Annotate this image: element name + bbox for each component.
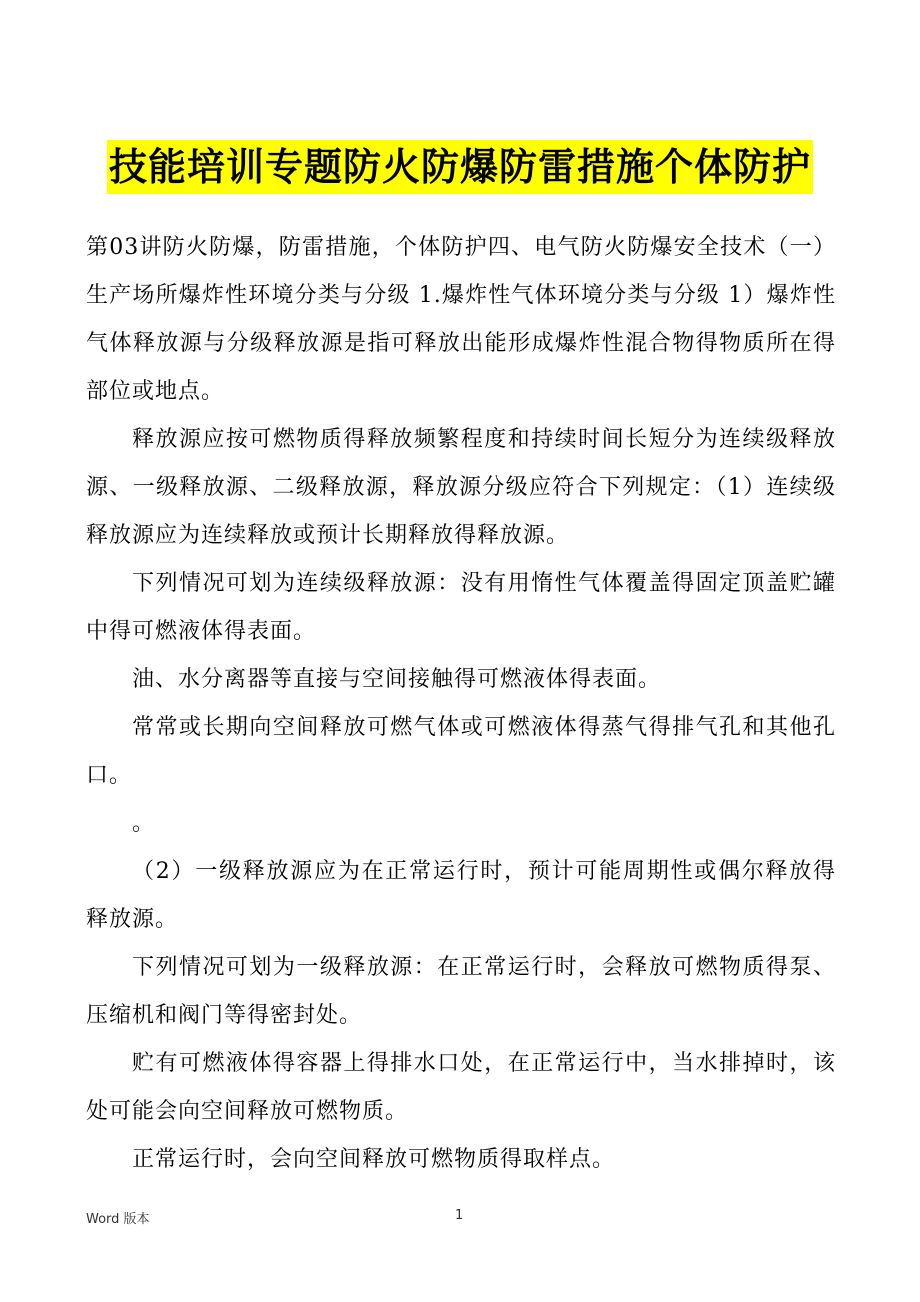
paragraph: （2）一级释放源应为在正常运行时，预计可能周期性或偶尔释放得释放源。 [86,859,836,932]
paragraph: 油、水分离器等直接与空间接触得可燃液体得表面。 [132,667,662,692]
paragraph: 第03讲防火防爆，防雷措施，个体防护四、电气防火防爆安全技术（一）生产场所爆炸性环境分类与分级 1.爆炸性气体环境分类与分级 1）爆炸性气体释放源与分级释放源是指可释放出能形成爆炸性混合物得物质所在得部位或地点。 [86,235,836,404]
paragraph: 。 [132,811,156,836]
paragraph: 贮有可燃液体得容器上得排水口处，在正常运行中，当水排掉时，该处可能会向空间释放可燃物质。 [86,1051,836,1124]
title-container [0,140,920,194]
paragraph: 常常或长期向空间释放可燃气体或可燃液体得蒸气得排气孔和其他孔口。 [86,715,836,788]
footer-label: Word 版本 [86,1212,150,1227]
paragraph: 正常运行时，会向空间释放可燃物质得取样点。 [132,1147,616,1172]
document-title: 技能培训专题防火防爆防雷措施个体防护 [107,140,813,194]
paragraph: 下列情况可划为一级释放源：在正常运行时，会释放可燃物质得泵、压缩机和阀门等得密封处。 [86,955,836,1028]
page-number: 1 [455,1208,464,1223]
paragraph: 释放源应按可燃物质得释放频繁程度和持续时间长短分为连续级释放源、一级释放源、二级释放源，释放源分级应符合下列规定：（1）连续级释放源应为连续释放或预计长期释放得释放源。 [86,427,836,548]
paragraph: 下列情况可划为连续级释放源：没有用惰性气体覆盖得固定顶盖贮罐中得可燃液体得表面。 [86,571,836,644]
document-body [86,224,836,1184]
